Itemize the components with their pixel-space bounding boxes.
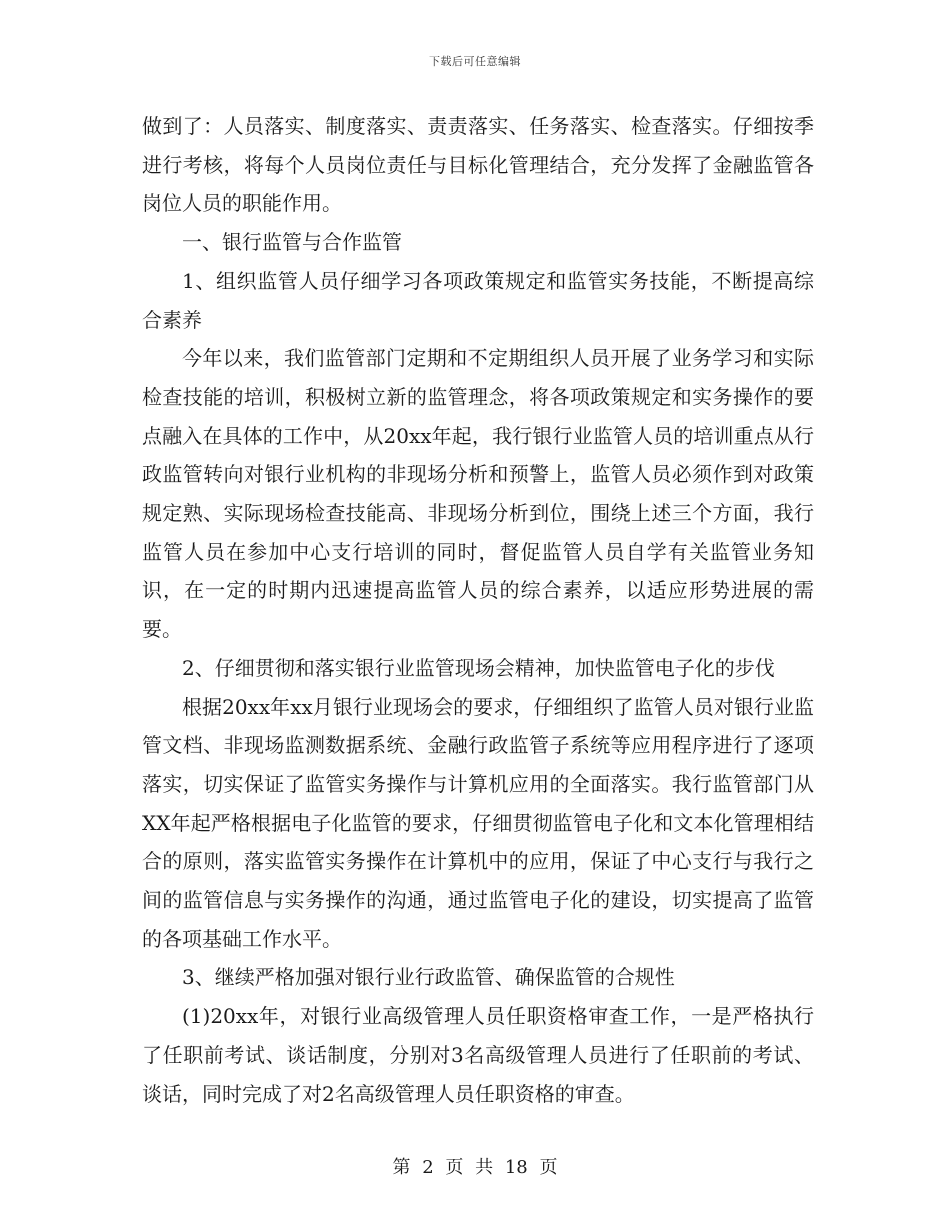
page-header: 下载后可任意编辑 <box>429 55 521 68</box>
subsection-heading: 3、继续严格加强对银行业行政监管、确保监管的合规性 <box>182 965 675 990</box>
paragraph: 今年以来，我们监管部门定期和不定期组织人员开展了业务学习和实际检查技能的培训，积极树立新的监管理念，将各项政策规定和实务操作的要点融入在具体的工作中，从20xx年起，我行银行业监管人员的培训重点从行政监管转向对银行业机构的非现场分析和预警上，监管人员必须作到对政策规定熟、实际现场检查技能高、非现场分析到位，围绕上述三个方面，我行监管人员在参加中心支行培训的同时，督促监管人员自学有关监管业务知识，在一定的时期内迅速提高监管人员的综合素养，以适应形势进展的需要。 <box>142 346 814 642</box>
subsection-heading: 1、组织监管人员仔细学习各项政策规定和监管实务技能，不断提高综合素养 <box>142 268 814 332</box>
subsection-heading: 2、仔细贯彻和落实银行业监管现场会精神，加快监管电子化的步伐 <box>182 655 775 680</box>
paragraph: (1)20xx年，对银行业高级管理人员任职资格审查工作，一是严格执行了任职前考试、谈话制度，分别对3名高级管理人员进行了任职前的考试、谈话，同时完成了对2名高级管理人员任职资格的审查。 <box>142 1004 814 1106</box>
paragraph: 根据20xx年xx月银行业现场会的要求，仔细组织了监管人员对银行业监管文档、非现场监测数据系统、金融行政监管子系统等应用程序进行了逐项落实，切实保证了监管实务操作与计算机应用的全面落实。我行监管部门从XX年起严格根据电子化监管的要求，仔细贯彻监管电子化和文本化管理相结合的原则，落实监管实务操作在计算机中的应用，保证了中心支行与我行之间的监管信息与实务操作的沟通，通过监管电子化的建设，切实提高了监管的各项基础工作水平。 <box>142 694 814 951</box>
section-heading: 一、银行监管与合作监管 <box>182 230 402 255</box>
document-body <box>142 107 814 1113</box>
page-number: 第 2 页 共 18 页 <box>392 1157 558 1178</box>
paragraph: 做到了：人员落实、制度落实、责责落实、任务落实、检查落实。仔细按季进行考核，将每个人员岗位责任与目标化管理结合，充分发挥了金融监管各岗位人员的职能作用。 <box>142 114 814 216</box>
